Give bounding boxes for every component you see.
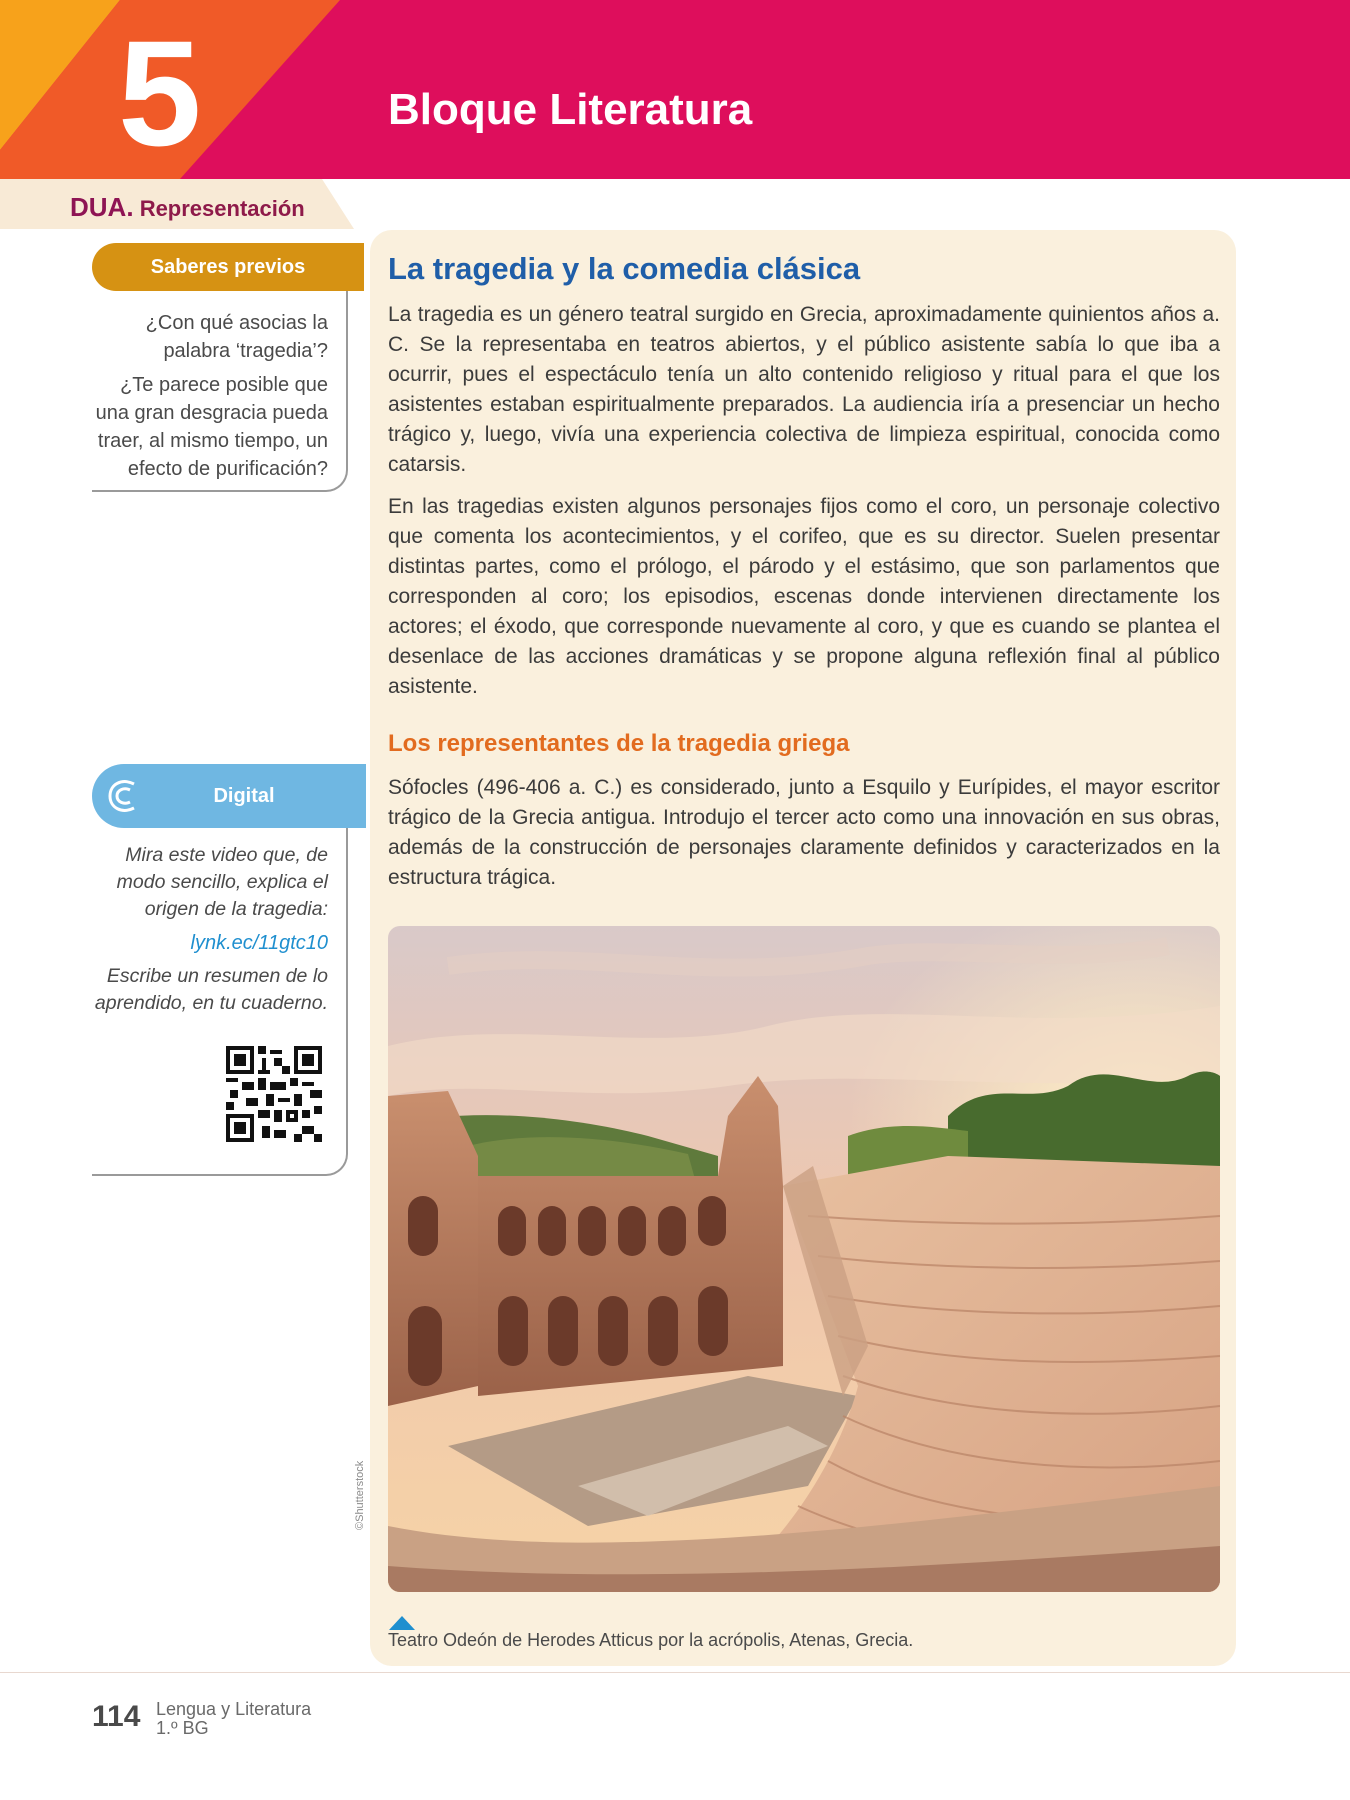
- subsection-title: Los representantes de la tragedia griega: [388, 730, 850, 757]
- section-title: La tragedia y la comedia clásica: [388, 251, 861, 286]
- footer-grade: 1.º BG: [156, 1718, 209, 1738]
- digital-video-link[interactable]: lynk.ec/11gtc10: [190, 932, 328, 954]
- photo-caption: Teatro Odeón de Herodes Atticus por la acrópolis, Atenas, Grecia.: [388, 1630, 914, 1650]
- saberes-question-1: ¿Con qué asocias la palabra ‘tragedia’?: [145, 312, 328, 362]
- dua-representacion: Representación: [139, 196, 305, 221]
- digital-text-1: Mira este video que, de modo sencillo, explica el origen de la tragedia:: [116, 844, 328, 920]
- saberes-previos-tab: [92, 243, 364, 291]
- dua-strong: DUA.: [70, 192, 134, 222]
- digital-link-icon: [104, 776, 144, 816]
- saberes-previos-label: Saberes previos: [150, 255, 306, 278]
- footer-book-title: Lengua y Literatura: [156, 1699, 312, 1719]
- caption-arrow-icon: [389, 1616, 415, 1630]
- photo-credit: ©Shutterstock: [354, 1460, 366, 1530]
- theatre-photo: [388, 926, 1220, 1592]
- paragraph-sofocles: Sófocles (496-406 a. C.) es considerado, junto a Esquilo y Eurípides, el mayor escritor trágico de la Grecia antigua. Introdujo el tercer acto como una innovación en sus obras, además de la construcción de personajes claramente definidos y caracterizados en la estructura trágica.: [388, 776, 1220, 889]
- qr-code-icon[interactable]: [226, 1046, 322, 1142]
- saberes-previos-box: [92, 291, 348, 492]
- paragraph-tragedy-parts: En las tragedias existen algunos personajes fijos como el coro, un personaje colectivo que comenta los acontecimientos, y el corifeo, que es su director. Suelen presentar distintas partes, como el prólogo, el párodo y el estásimo, que son parlamentos que corresponden al coro; los episodios, escenas donde intervienen directamente los actores; el éxodo, que corresponde nuevamente al coro, y que es cuando se plantea el desenlace de las acciones dramáticas y se propone alguna reflexión final al público asistente.: [388, 495, 1220, 698]
- unit-number: 5: [118, 9, 200, 177]
- page-number: 114: [92, 1700, 141, 1733]
- digital-label: Digital: [213, 784, 275, 807]
- dua-label: [70, 192, 305, 223]
- footer-divider: [0, 1672, 1350, 1673]
- footer-book-info: [156, 1700, 311, 1738]
- paragraph-tragedy-origin: La tragedia es un género teatral surgido en Grecia, aproximadamente quinientos años a. C. Se la representaba en teatros abiertos, y el público asistente sabía lo que iba a ocurrir, pues el espectáculo tenía un alto contenido religioso y ritual para el que los asistentes estaban espiritualmente preparados. La audiencia iría a presenciar un hecho trágico y, luego, vivía una experiencia colectiva de limpieza espiritual, conocida como catarsis.: [388, 303, 1220, 476]
- digital-text-2: Escribe un resumen de lo aprendido, en tu cuaderno.: [94, 965, 328, 1014]
- block-title: Bloque Literatura: [388, 85, 753, 134]
- saberes-question-2: ¿Te parece posible que una gran desgracia pueda traer, al mismo tiempo, un efecto de purificación?: [95, 374, 328, 480]
